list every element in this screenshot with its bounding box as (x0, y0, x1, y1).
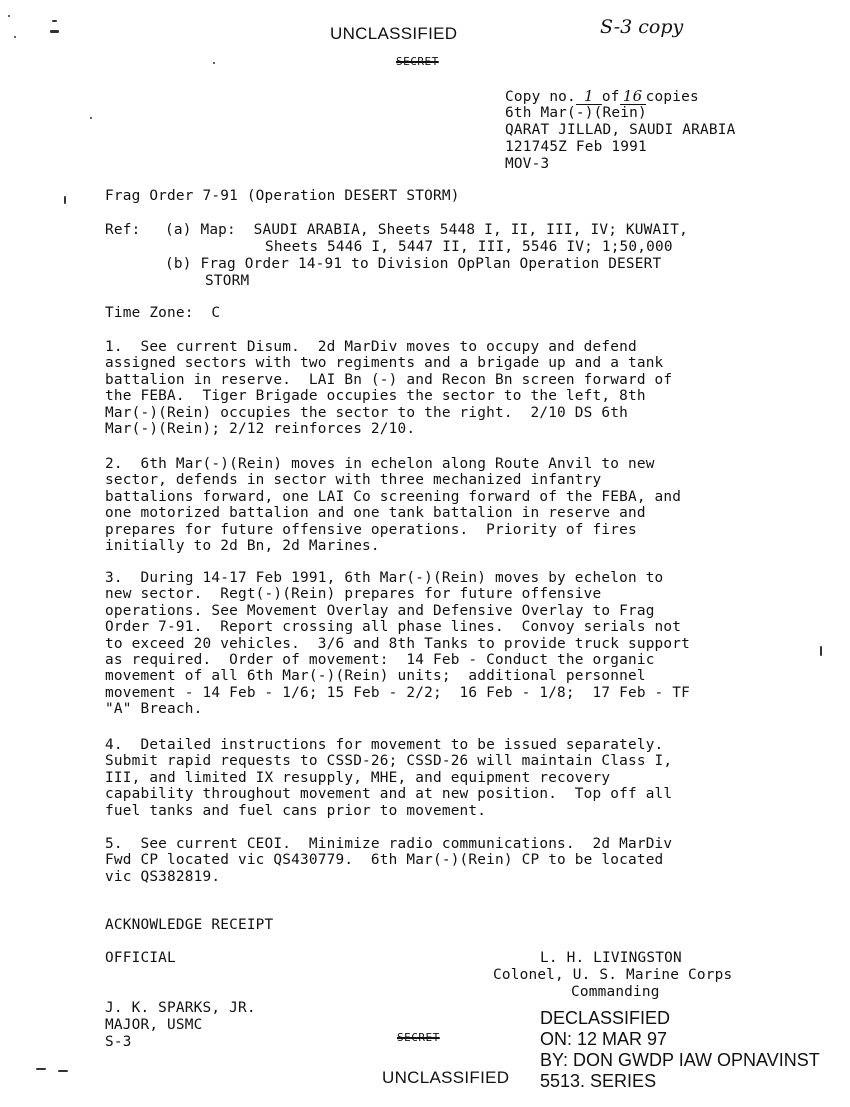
authenticator-name: J. K. SPARKS, JR. (105, 1000, 256, 1016)
acknowledge-receipt: ACKNOWLEDGE RECEIPT (105, 917, 274, 933)
declass-line-1: DECLASSIFIED (540, 1008, 671, 1028)
msg-id-line: MOV-3 (505, 156, 550, 172)
declass-line-3: BY: DON GWDP IAW OPNAVINST (540, 1050, 820, 1070)
authenticator-rank: MAJOR, USMC (105, 1017, 203, 1033)
copy-suffix: copies (645, 89, 699, 105)
declass-line-4: 5513. SERIES (540, 1071, 657, 1091)
scan-speck (14, 36, 16, 38)
signature-role: Commanding (571, 984, 660, 1000)
scan-speck (36, 1068, 46, 1070)
unit-line: 6th Mar(-)(Rein) (505, 105, 647, 121)
paragraph-1: 1. See current Disum. 2d MarDiv moves to occupy and defend assigned sectors with two regiments and a brigade up and a tank battalion in reserve. LAI Bn (-) and Recon Bn screen forward of the FEBA. Tiger Brigade occupies the sector to the left, 8th Mar(-)(Rein) occupies the sector to the right. 2/10 DS 6th Mar(-)(Rein); 2/12 reinforces 2/10. (105, 339, 673, 438)
scan-speck (64, 196, 66, 204)
handwritten-note: S-3 copy (600, 16, 684, 38)
scan-speck (50, 30, 59, 33)
scan-speck (820, 646, 822, 656)
scan-speck (58, 1070, 68, 1072)
official-label: OFFICIAL (105, 950, 176, 966)
scan-speck (8, 15, 10, 17)
copy-total: 16 (620, 88, 646, 105)
dtg-line: 121745Z Feb 1991 (505, 139, 647, 155)
secret-struck-bottom: SECRET (397, 1031, 440, 1044)
copy-no: 1 (576, 88, 602, 105)
declass-line-2: ON: 12 MAR 97 (540, 1029, 668, 1049)
scan-speck (52, 20, 57, 22)
copy-number-line (505, 88, 699, 105)
copy-of: of (601, 89, 620, 105)
paragraph-3: 3. During 14-17 Feb 1991, 6th Mar(-)(Rein) moves by echelon to new sector. Regt(-)(Rein) prepares for future offensive operations. See Movement Overlay and Defensive Overlay to Frag Order 7-91. Report crossing all phase lines. Convoy serials not to exceed 20 vehicles. 3/6 and 8th Tanks to provide truck support as required. Order of movement: 14 Feb - Conduct the organic movement of all 6th Mar(-)(Rein) units; additional personnel movement - 14 Feb - 1/6; 15 Feb - 2/2; 16 Feb - 1/8; 17 Feb - TF "A" Breach. (105, 570, 691, 718)
signature-rank: Colonel, U. S. Marine Corps (493, 967, 733, 983)
secret-struck-top: SECRET (396, 55, 439, 68)
classification-bottom: UNCLASSIFIED (382, 1068, 510, 1087)
time-zone: Time Zone: C (105, 305, 221, 321)
ref-a-line2: Sheets 5446 I, 5447 II, III, 5546 IV; 1;50,000 (265, 239, 673, 255)
classification-top: UNCLASSIFIED (330, 24, 458, 43)
paragraph-4: 4. Detailed instructions for movement to be issued separately. Submit rapid requests to CSSD-26; CSSD-26 will maintain Class I, III, and limited IX resupply, MHE, and equipment recovery capability throughout movement and at new position. Top off all fuel tanks and fuel cans prior to movement. (105, 737, 673, 819)
ref-b-line2: STORM (205, 273, 250, 289)
ref-label: Ref: (105, 222, 141, 238)
ref-b-line1: (b) Frag Order 14-91 to Division OpPlan Operation DESERT (165, 256, 662, 272)
document-title: Frag Order 7-91 (Operation DESERT STORM) (105, 188, 460, 204)
copy-prefix: Copy no. (505, 89, 576, 105)
authenticator-office: S-3 (105, 1034, 132, 1050)
paragraph-5: 5. See current CEOI. Minimize radio communications. 2d MarDiv Fwd CP located vic QS430779. 6th Mar(-)(Rein) CP to be located vic QS382819. (105, 836, 673, 885)
location-line: QARAT JILLAD, SAUDI ARABIA (505, 122, 736, 138)
paragraph-2: 2. 6th Mar(-)(Rein) moves in echelon along Route Anvil to new sector, defends in sector with three mechanized infantry battalions forward, one LAI Co screening forward of the FEBA, and one motorized battalion and one tank battalion in reserve and prepares for future offensive operations. Priority of fires initially to 2d Bn, 2d Marines. (105, 456, 682, 555)
signature-name: L. H. LIVINGSTON (540, 950, 682, 966)
scan-speck (213, 62, 215, 64)
scan-speck (90, 117, 92, 119)
ref-a-line1: (a) Map: SAUDI ARABIA, Sheets 5448 I, II, III, IV; KUWAIT, (165, 222, 688, 238)
